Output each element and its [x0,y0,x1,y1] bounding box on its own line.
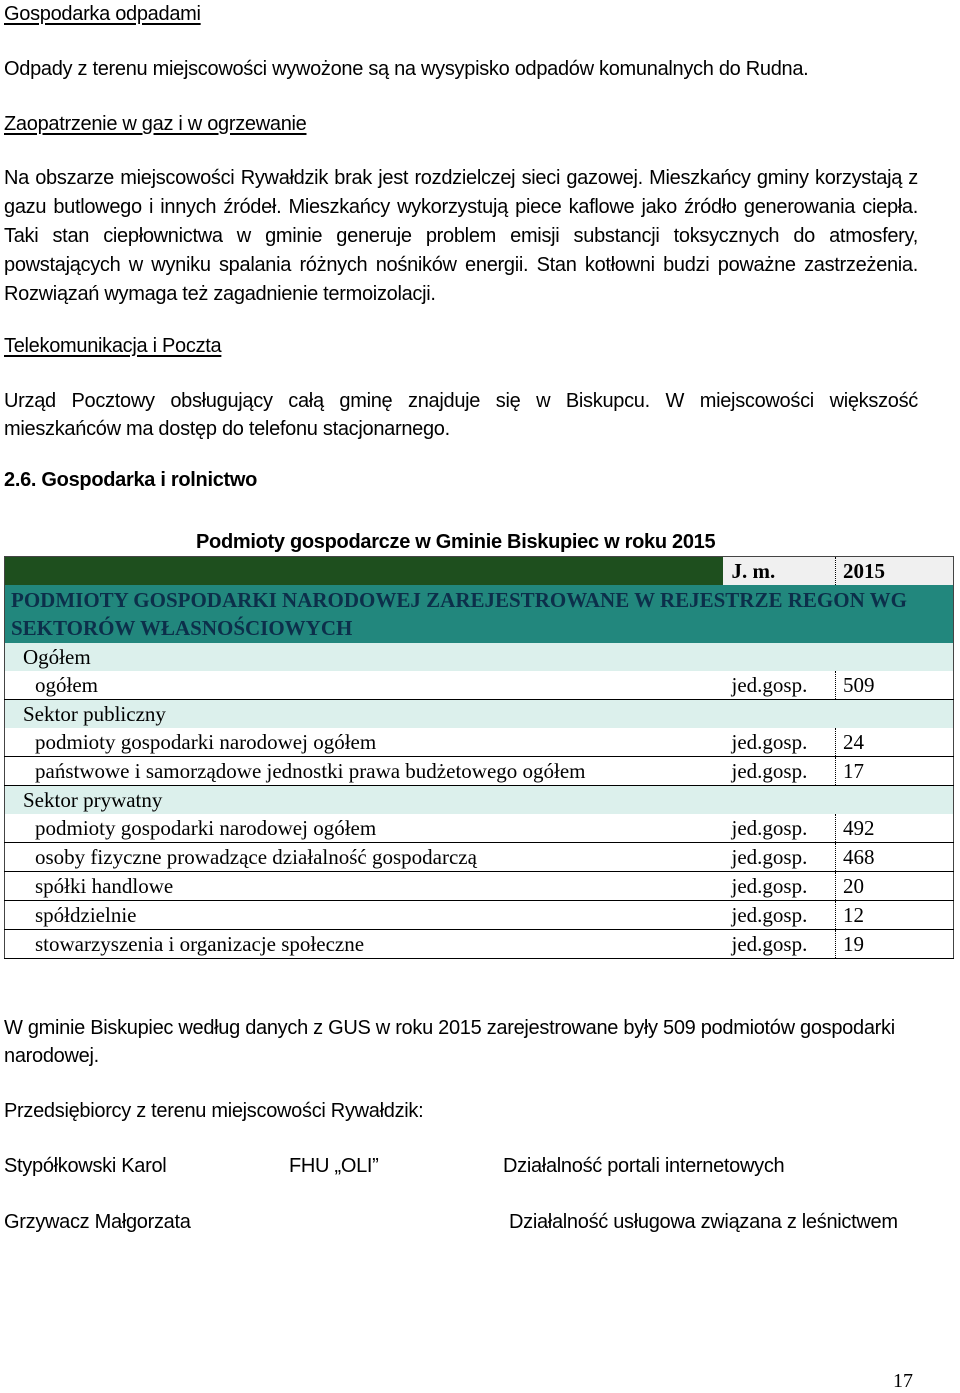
entrepreneur-company: FHU „OLI” [289,1155,379,1177]
table-row [5,671,954,700]
heading-telekomunikacja: Telekomunikacja i Poczta [4,335,222,357]
paragraph-odpady: Odpady z terenu miejscowości wywożone są na wysypisko odpadów komunalnych do Rudna. [4,58,809,80]
heading-gospodarka-rolnictwo: 2.6. Gospodarka i rolnictwo [4,469,258,491]
table-row [5,930,954,959]
row-label: ogółem [5,671,723,700]
heading-gospodarka-odpadami: Gospodarka odpadami [4,3,201,25]
row-value: 19 [836,930,954,959]
row-unit: jed.gosp. [723,930,836,959]
row-value: 24 [836,728,954,757]
row-value: 468 [836,843,954,872]
paragraph-summary: W gminie Biskupiec według danych z GUS w roku 2015 zarejestrowane były 509 podmiotów gospodarki narodowej. [4,1017,895,1067]
row-label: podmioty gospodarki narodowej ogółem [5,814,723,843]
row-value: 12 [836,901,954,930]
row-unit: jed.gosp. [723,872,836,901]
section-label: Ogółem [5,643,954,671]
row-label: spółdzielnie [5,901,723,930]
paragraph-gaz: Na obszarze miejscowości Rywałdzik brak jest rozdzielczej sieci gazowej. Mieszkańcy gminy korzystają z gazu butlowego i innych źródeł. Mieszkańcy wykorzystują piece kaflowe jako źródło generowania ciepła. Taki stan ciepłownictwa w gminie generuje problem emisji substancji toksycznych do atmosfery, powstających w wyniku spalania różnych nośników energii. Stan kotłowni budzi poważne zastrzeżenia. Rozwiązań wymaga też zagadnienie termoizolacji. [4,167,918,305]
entrepreneur-activity: Działalność portali internetowych [503,1155,785,1177]
row-label: osoby fizyczne prowadzące działalność gospodarczą [5,843,723,872]
section-label: Sektor publiczny [5,700,954,729]
header-year: 2015 [836,557,954,586]
row-value: 492 [836,814,954,843]
row-unit: jed.gosp. [723,757,836,786]
economic-entities-table [4,556,954,959]
heading-gaz-ogrzewanie: Zaopatrzenie w gaz i w ogrzewanie [4,113,307,135]
table-row [5,843,954,872]
table-row [5,814,954,843]
entrepreneur-name: Stypółkowski Karol [4,1155,167,1177]
row-unit: jed.gosp. [723,728,836,757]
table-row [5,757,954,786]
row-unit: jed.gosp. [723,901,836,930]
row-label: stowarzyszenia i organizacje społeczne [5,930,723,959]
entrepreneur-name: Grzywacz Małgorzata [4,1211,191,1233]
table-header-row [5,557,954,586]
row-unit: jed.gosp. [723,814,836,843]
section-row-publiczny [5,700,954,729]
entrepreneur-activity: Działalność usługowa związana z leśnictwem [509,1211,898,1233]
category-label: PODMIOTY GOSPODARKI NARODOWEJ ZAREJESTROWANE W REJESTRZE REGON WG SEKTORÓW WŁASNOŚCIOWYCH [5,585,954,643]
table-row [5,728,954,757]
row-value: 20 [836,872,954,901]
row-value: 17 [836,757,954,786]
row-value: 509 [836,671,954,700]
header-spacer [5,557,723,586]
paragraph-telekomunikacja: Urząd Pocztowy obsługujący całą gminę znajduje się w Biskupcu. W miejscowości większość mieszkańców ma dostęp do telefonu stacjonarnego. [4,390,918,440]
row-label: spółki handlowe [5,872,723,901]
row-unit: jed.gosp. [723,843,836,872]
section-label: Sektor prywatny [5,786,954,815]
section-row-prywatny [5,786,954,815]
table-row [5,872,954,901]
page-number: 17 [893,1370,913,1392]
row-label: państwowe i samorządowe jednostki prawa budżetowego ogółem [5,757,723,786]
row-unit: jed.gosp. [723,671,836,700]
section-row-ogolem [5,643,954,671]
table-title: Podmioty gospodarcze w Gminie Biskupiec w roku 2015 [196,531,716,553]
header-unit: J. m. [723,557,836,586]
row-label: podmioty gospodarki narodowej ogółem [5,728,723,757]
table-row [5,901,954,930]
entrepreneurs-heading: Przedsiębiorcy z terenu miejscowości Rywałdzik: [4,1100,424,1122]
table-category-row [5,585,954,643]
